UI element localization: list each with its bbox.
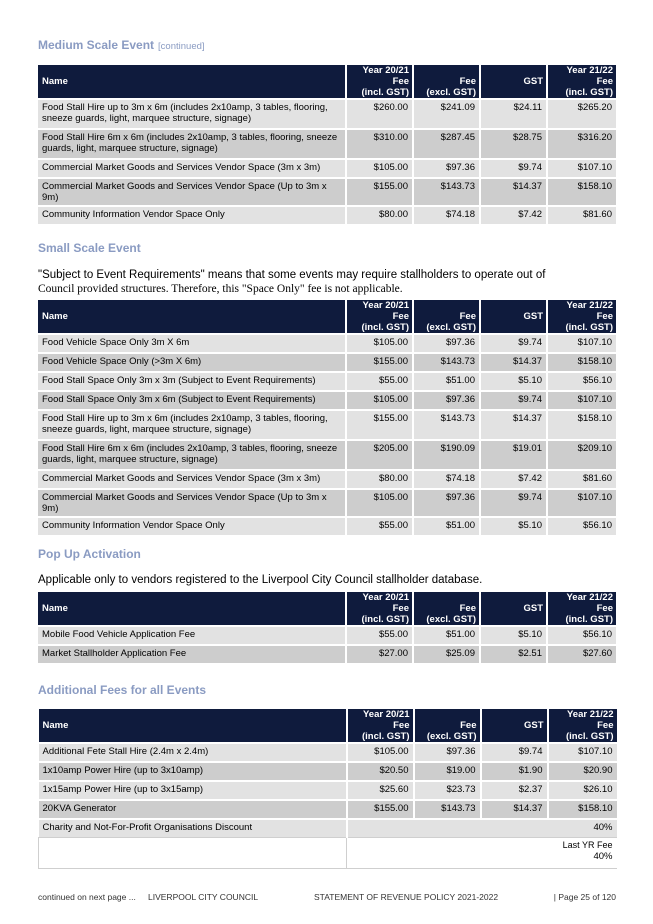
header-gst: GST — [480, 65, 547, 99]
table-header-row — [38, 65, 616, 99]
row-fee-excl-gst: $97.36 — [413, 391, 480, 410]
table-row — [39, 800, 617, 819]
row-fee-excl-gst: $51.00 — [413, 517, 480, 535]
header-year1-label: Year 20/21 — [363, 709, 410, 720]
popup-note: Applicable only to vendors registered to the Liverpool City Council stallholder database. — [38, 574, 483, 586]
last-year-fee-value: 40% — [593, 851, 613, 862]
header-excl-gst: (excl. GST) — [426, 87, 476, 98]
row-year2-fee: $81.60 — [547, 470, 616, 489]
row-year1-fee: $205.00 — [346, 440, 413, 470]
header-year1-label: Year 20/21 — [362, 300, 409, 311]
header-year2-label: Year 21/22 — [567, 709, 614, 720]
last-year-fee-cell — [347, 838, 617, 869]
header-incl-gst-2: (incl. GST) — [566, 731, 614, 742]
popup-fees-table — [38, 592, 616, 663]
row-year2-fee: $56.10 — [547, 517, 616, 535]
row-name: Food Stall Hire up to 3m x 6m (includes 2x10amp, 3 tables, flooring, sneeze guards, light, marquee structure, signage) — [38, 410, 346, 440]
row-fee-excl-gst: $97.36 — [413, 489, 480, 517]
footer-statement: STATEMENT OF REVENUE POLICY 2021-2022 — [314, 892, 499, 902]
header-incl-gst: (incl. GST) — [361, 87, 409, 98]
row-year1-fee: $55.00 — [346, 626, 413, 645]
row-name: Additional Fete Stall Hire (2.4m x 2.4m) — [39, 743, 347, 762]
row-fee-excl-gst: $287.45 — [413, 129, 480, 159]
row-fee-excl-gst: $143.73 — [413, 178, 480, 206]
row-gst: $9.74 — [480, 489, 547, 517]
row-name: Market Stallholder Application Fee — [38, 645, 346, 663]
row-gst: $14.37 — [480, 410, 547, 440]
header-year-2122 — [547, 592, 616, 626]
header-gst: GST — [480, 300, 547, 334]
row-year1-fee: $105.00 — [347, 743, 414, 762]
row-fee-excl-gst: $97.36 — [413, 334, 480, 353]
header-incl-gst-2: (incl. GST) — [565, 87, 613, 98]
row-year1-fee: $27.00 — [346, 645, 413, 663]
row-year2-fee: $107.10 — [547, 391, 616, 410]
header-fee-incl-2: Fee — [597, 720, 614, 731]
row-name: Food Stall Space Only 3m x 3m (Subject to Event Requirements) — [38, 372, 346, 391]
row-fee-excl-gst: $23.73 — [414, 781, 481, 800]
header-fee-incl: Fee — [392, 311, 409, 322]
row-gst: $5.10 — [480, 626, 547, 645]
table-row — [38, 517, 616, 535]
header-name: Name — [38, 592, 346, 626]
row-year1-fee: $155.00 — [347, 800, 414, 819]
table-row — [39, 838, 617, 869]
row-year2-fee: $56.10 — [547, 372, 616, 391]
row-year1-fee: $155.00 — [346, 410, 413, 440]
table-header-row — [39, 709, 617, 743]
row-year2-fee: $158.10 — [547, 178, 616, 206]
row-year1-fee: $80.00 — [346, 206, 413, 224]
continued-label: [continued] — [158, 41, 205, 52]
header-name: Name — [39, 709, 347, 743]
table-row — [38, 470, 616, 489]
header-year2-label: Year 21/22 — [566, 300, 613, 311]
row-name: Community Information Vendor Space Only — [38, 206, 346, 224]
table-row — [38, 129, 616, 159]
popup-section-title: Pop Up Activation — [38, 547, 141, 561]
footer-page-number: | Page 25 of 120 — [553, 892, 616, 902]
row-year1-fee: $105.00 — [346, 391, 413, 410]
row-name: Commercial Market Goods and Services Vendor Space (3m x 3m) — [38, 159, 346, 178]
header-fee-excl: Fee — [459, 76, 476, 87]
row-gst: $5.10 — [480, 372, 547, 391]
header-excl-gst: (excl. GST) — [426, 322, 476, 333]
small-note-line1: "Subject to Event Requirements" means that some events may require stallholders to operate out of — [38, 269, 546, 281]
row-year2-fee: $158.10 — [547, 353, 616, 372]
header-incl-gst: (incl. GST) — [361, 614, 409, 625]
table-row — [39, 819, 617, 838]
discount-name: Charity and Not-For-Profit Organisations Discount — [39, 819, 347, 838]
table-row — [38, 410, 616, 440]
row-year2-fee: $158.10 — [547, 410, 616, 440]
medium-section-heading — [38, 38, 205, 52]
row-year2-fee: $158.10 — [548, 800, 617, 819]
header-fee-excl-gst — [413, 65, 480, 99]
row-name: 1x15amp Power Hire (up to 3x15amp) — [39, 781, 347, 800]
medium-fees-table — [38, 65, 616, 224]
row-fee-excl-gst: $143.73 — [414, 800, 481, 819]
table-row — [39, 781, 617, 800]
row-gst: $19.01 — [480, 440, 547, 470]
table-row — [38, 645, 616, 663]
footer-council: LIVERPOOL CITY COUNCIL — [148, 892, 259, 902]
table-row — [38, 99, 616, 129]
table-row — [38, 178, 616, 206]
table-row — [38, 391, 616, 410]
row-gst: $28.75 — [480, 129, 547, 159]
row-name: Community Information Vendor Space Only — [38, 517, 346, 535]
small-section-title: Small Scale Event — [38, 241, 141, 255]
row-name: Food Stall Hire 6m x 6m (includes 2x10amp, 3 tables, flooring, sneeze guards, light, marquee structure, signage) — [38, 129, 346, 159]
row-year1-fee: $310.00 — [346, 129, 413, 159]
row-year1-fee: $155.00 — [346, 353, 413, 372]
row-name: 1x10amp Power Hire (up to 3x10amp) — [39, 762, 347, 781]
header-year-2122 — [547, 65, 616, 99]
header-year1-label: Year 20/21 — [362, 592, 409, 603]
row-fee-excl-gst: $51.00 — [413, 626, 480, 645]
row-year1-fee: $80.00 — [346, 470, 413, 489]
row-name: 20KVA Generator — [39, 800, 347, 819]
header-year-2122 — [547, 300, 616, 334]
row-year2-fee: $316.20 — [547, 129, 616, 159]
row-name: Commercial Market Goods and Services Vendor Space (Up to 3m x 9m) — [38, 489, 346, 517]
row-year1-fee: $55.00 — [346, 517, 413, 535]
row-fee-excl-gst: $97.36 — [414, 743, 481, 762]
row-gst: $9.74 — [480, 391, 547, 410]
row-name: Food Stall Hire 6m x 6m (includes 2x10amp, 3 tables, flooring, sneeze guards, light, marquee structure, signage) — [38, 440, 346, 470]
row-year1-fee: $260.00 — [346, 99, 413, 129]
table-row — [38, 440, 616, 470]
table-row — [38, 353, 616, 372]
table-row — [38, 372, 616, 391]
row-year1-fee: $55.00 — [346, 372, 413, 391]
row-year2-fee: $107.10 — [547, 489, 616, 517]
header-excl-gst: (excl. GST) — [426, 614, 476, 625]
row-gst: $1.90 — [481, 762, 548, 781]
row-gst: $9.74 — [480, 334, 547, 353]
additional-section-title: Additional Fees for all Events — [38, 683, 207, 697]
row-year2-fee: $107.10 — [547, 334, 616, 353]
row-year2-fee: $20.90 — [548, 762, 617, 781]
header-gst: GST — [480, 592, 547, 626]
row-fee-excl-gst: $19.00 — [414, 762, 481, 781]
row-year2-fee: $27.60 — [547, 645, 616, 663]
row-name: Food Vehicle Space Only (>3m X 6m) — [38, 353, 346, 372]
header-excl-gst: (excl. GST) — [426, 731, 477, 742]
footer-continued: continued on next page ... — [38, 892, 136, 902]
row-fee-excl-gst: $74.18 — [413, 470, 480, 489]
row-name: Food Vehicle Space Only 3m X 6m — [38, 334, 346, 353]
header-year2-label: Year 21/22 — [566, 592, 613, 603]
table-row — [38, 626, 616, 645]
table-row — [38, 159, 616, 178]
row-fee-excl-gst: $25.09 — [413, 645, 480, 663]
table-row — [39, 762, 617, 781]
row-gst: $5.10 — [480, 517, 547, 535]
small-fees-table — [38, 300, 616, 535]
header-year-2021 — [346, 592, 413, 626]
row-gst: $2.37 — [481, 781, 548, 800]
row-year2-fee: $107.10 — [548, 743, 617, 762]
header-name: Name — [38, 65, 346, 99]
row-fee-excl-gst: $97.36 — [413, 159, 480, 178]
row-fee-excl-gst: $143.73 — [413, 410, 480, 440]
row-year2-fee: $26.10 — [548, 781, 617, 800]
header-fee-incl: Fee — [392, 603, 409, 614]
header-fee-excl: Fee — [459, 603, 476, 614]
row-gst: $7.42 — [480, 470, 547, 489]
header-year2-label: Year 21/22 — [566, 65, 613, 76]
header-year-2122 — [548, 709, 617, 743]
row-gst: $14.37 — [480, 178, 547, 206]
row-name: Mobile Food Vehicle Application Fee — [38, 626, 346, 645]
row-fee-excl-gst: $241.09 — [413, 99, 480, 129]
row-name: Commercial Market Goods and Services Vendor Space (Up to 3m x 9m) — [38, 178, 346, 206]
header-fee-excl-gst — [413, 592, 480, 626]
small-note-line2: Council provided structures. Therefore, this "Space Only" fee is not applicable. — [38, 283, 403, 295]
header-fee-excl: Fee — [460, 720, 477, 731]
row-gst: $9.74 — [480, 159, 547, 178]
row-year2-fee: $265.20 — [547, 99, 616, 129]
header-fee-incl-2: Fee — [596, 76, 613, 87]
last-year-fee-label: Last YR Fee — [562, 840, 613, 850]
row-fee-excl-gst: $143.73 — [413, 353, 480, 372]
header-fee-incl-2: Fee — [596, 311, 613, 322]
row-name: Food Stall Space Only 3m x 6m (Subject to Event Requirements) — [38, 391, 346, 410]
row-year1-fee: $105.00 — [346, 489, 413, 517]
row-year2-fee: $81.60 — [547, 206, 616, 224]
header-fee-excl: Fee — [459, 311, 476, 322]
table-row — [38, 206, 616, 224]
table-row — [38, 334, 616, 353]
row-gst: $7.42 — [480, 206, 547, 224]
table-row — [38, 489, 616, 517]
header-fee-excl-gst — [413, 300, 480, 334]
header-incl-gst: (incl. GST) — [361, 322, 409, 333]
header-fee-incl: Fee — [393, 720, 410, 731]
header-fee-incl: Fee — [392, 76, 409, 87]
row-name: Food Stall Hire up to 3m x 6m (includes 2x10amp, 3 tables, flooring, sneeze guards, light, marquee structure, signage) — [38, 99, 346, 129]
discount-blank-cell — [39, 838, 347, 869]
header-fee-excl-gst — [414, 709, 481, 743]
discount-value: 40% — [347, 819, 617, 838]
row-year2-fee: $56.10 — [547, 626, 616, 645]
row-fee-excl-gst: $51.00 — [413, 372, 480, 391]
medium-section-title: Medium Scale Event — [38, 38, 155, 52]
row-gst: $14.37 — [481, 800, 548, 819]
row-fee-excl-gst: $74.18 — [413, 206, 480, 224]
table-row — [39, 743, 617, 762]
row-year1-fee: $105.00 — [346, 159, 413, 178]
header-year1-label: Year 20/21 — [362, 65, 409, 76]
header-fee-incl-2: Fee — [596, 603, 613, 614]
row-name: Commercial Market Goods and Services Vendor Space (3m x 3m) — [38, 470, 346, 489]
row-gst: $24.11 — [480, 99, 547, 129]
header-year-2021 — [346, 65, 413, 99]
header-year-2021 — [347, 709, 414, 743]
header-incl-gst-2: (incl. GST) — [565, 322, 613, 333]
row-gst: $14.37 — [480, 353, 547, 372]
header-name: Name — [38, 300, 346, 334]
additional-fees-table — [38, 709, 617, 869]
row-year1-fee: $25.60 — [347, 781, 414, 800]
row-gst: $9.74 — [481, 743, 548, 762]
row-year1-fee: $105.00 — [346, 334, 413, 353]
header-gst: GST — [481, 709, 548, 743]
row-year1-fee: $20.50 — [347, 762, 414, 781]
row-year2-fee: $209.10 — [547, 440, 616, 470]
row-year1-fee: $155.00 — [346, 178, 413, 206]
header-incl-gst-2: (incl. GST) — [565, 614, 613, 625]
row-gst: $2.51 — [480, 645, 547, 663]
header-year-2021 — [346, 300, 413, 334]
row-fee-excl-gst: $190.09 — [413, 440, 480, 470]
header-incl-gst: (incl. GST) — [362, 731, 410, 742]
table-header-row — [38, 300, 616, 334]
table-header-row — [38, 592, 616, 626]
row-year2-fee: $107.10 — [547, 159, 616, 178]
